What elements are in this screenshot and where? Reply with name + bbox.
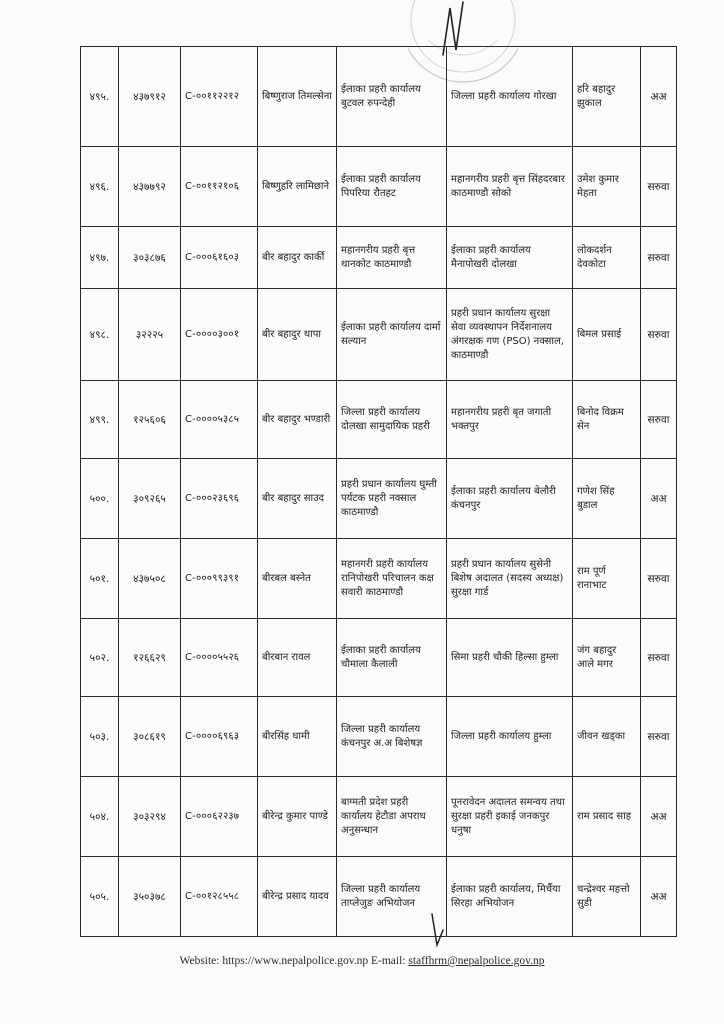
- serial-number-cell: ५०१.: [81, 539, 119, 619]
- table-row: [81, 777, 677, 857]
- table-row: [81, 147, 677, 227]
- current-office-cell: महानगरी प्रहरी कार्यालय रानिपोखरी परिचालन कक्ष सवारी काठमाण्डौ: [337, 539, 447, 619]
- code-cell: C-००००३००१: [181, 289, 258, 381]
- name-cell: बीरेन्द्र प्रसाद यादव: [258, 857, 337, 937]
- id-number-cell: ४३७९१२: [119, 47, 181, 147]
- id-number-cell: १२६६२९: [119, 619, 181, 697]
- recommender-cell: चन्द्रेश्वर महत्तो सुडी: [573, 857, 641, 937]
- current-office-cell: बाग्मती प्रदेश प्रहरी कार्यालय हेटौडा अपराध अनुसन्धान: [337, 777, 447, 857]
- status-cell: अअ: [641, 857, 677, 937]
- serial-number-cell: ४९६.: [81, 147, 119, 227]
- name-cell: बीरेन्द्र कुमार पाण्डे: [258, 777, 337, 857]
- new-office-cell: ईलाका प्रहरी कार्यालय मैनापोखरी दोलखा: [447, 227, 573, 289]
- current-office-cell: ईलाका प्रहरी कार्यालय दार्मा सल्यान: [337, 289, 447, 381]
- new-office-cell: प्रहरी प्रधान कार्यालय सुसेनी बिशेष अदालत (सदस्य अध्यक्ष) सुरक्षा गार्ड: [447, 539, 573, 619]
- code-cell: C-००००५५२६: [181, 619, 258, 697]
- new-office-cell: जिल्ला प्रहरी कार्यालय हुम्ला: [447, 697, 573, 777]
- status-cell: सरुवा: [641, 619, 677, 697]
- table-row: [81, 289, 677, 381]
- serial-number-cell: ४९७.: [81, 227, 119, 289]
- recommender-cell: जंग बहादुर आले मगर: [573, 619, 641, 697]
- recommender-cell: राम प्रसाद साह: [573, 777, 641, 857]
- status-cell: अअ: [641, 47, 677, 147]
- table-row: [81, 459, 677, 539]
- status-cell: सरुवा: [641, 147, 677, 227]
- new-office-cell: प्रहरी प्रधान कार्यालय सुरक्षा सेवा व्यवस्थापन निर्देशनालय अंगरक्षक गण (PSO) नक्साल, काठमाण्डौ: [447, 289, 573, 381]
- recommender-cell: उमेश कुमार मेहता: [573, 147, 641, 227]
- serial-number-cell: ५०२.: [81, 619, 119, 697]
- current-office-cell: प्रहरी प्रधान कार्यालय घुम्ती पर्यटक प्रहरी नक्साल काठमाण्डौ: [337, 459, 447, 539]
- serial-number-cell: ५०५.: [81, 857, 119, 937]
- status-cell: अअ: [641, 459, 677, 539]
- recommender-cell: बिमल प्रसाई: [573, 289, 641, 381]
- current-office-cell: ईलाका प्रहरी कार्यालय चौमाला कैलाली: [337, 619, 447, 697]
- page-footer: [0, 955, 724, 967]
- status-cell: सरुवा: [641, 381, 677, 459]
- name-cell: बीर बहादुर कार्की: [258, 227, 337, 289]
- new-office-cell: सिमा प्रहरी चौकी हिल्सा हुम्ला: [447, 619, 573, 697]
- email-link[interactable]: staffhrm@nepalpolice.gov.np: [408, 955, 545, 967]
- id-number-cell: ४३७५०८: [119, 539, 181, 619]
- table-body: [81, 47, 677, 937]
- name-cell: बिष्णुहरि लामिछाने: [258, 147, 337, 227]
- code-cell: C-०००६१६०३: [181, 227, 258, 289]
- code-cell: C-०००६२२३७: [181, 777, 258, 857]
- table-row: [81, 381, 677, 459]
- name-cell: बीर बहादुर भण्डारी: [258, 381, 337, 459]
- name-cell: बीरबान रावल: [258, 619, 337, 697]
- serial-number-cell: ४९९.: [81, 381, 119, 459]
- code-cell: C-००००६९६३: [181, 697, 258, 777]
- recommender-cell: हरि बहादुर झुकाल: [573, 47, 641, 147]
- table-row: [81, 619, 677, 697]
- status-cell: अअ: [641, 777, 677, 857]
- id-number-cell: ३०३८७६: [119, 227, 181, 289]
- table-row: [81, 697, 677, 777]
- code-cell: C-०००९९३९१: [181, 539, 258, 619]
- serial-number-cell: ५०३.: [81, 697, 119, 777]
- code-cell: C-००११२१०६: [181, 147, 258, 227]
- table-row: [81, 539, 677, 619]
- current-office-cell: जिल्ला प्रहरी कार्यालय कंचनपुर अ.अ बिशेषज्ञ: [337, 697, 447, 777]
- new-office-cell: पूनरावेदन अदालत समन्वय तथा सुरक्षा प्रहरी इकाई जनकपुर धनुषा: [447, 777, 573, 857]
- new-office-cell: ईलाका प्रहरी कार्यालय, मिर्चैया सिरहा अभियोजन: [447, 857, 573, 937]
- code-cell: C-०००२३६९६: [181, 459, 258, 539]
- new-office-cell: महानगरीय प्रहरी बृत्त सिंहदरबार काठमाण्डौ सोको: [447, 147, 573, 227]
- current-office-cell: ईलाका प्रहरी कार्यालय पिपरिया रौतहट: [337, 147, 447, 227]
- id-number-cell: ३२२२५: [119, 289, 181, 381]
- current-office-cell: महानगरीय प्रहरी बृत्त थानकोट काठमाण्डौ: [337, 227, 447, 289]
- recommender-cell: लोकदर्शन देवकोटा: [573, 227, 641, 289]
- transfer-table: [80, 46, 677, 937]
- id-number-cell: ३०३२९४: [119, 777, 181, 857]
- status-cell: सरुवा: [641, 227, 677, 289]
- current-office-cell: जिल्ला प्रहरी कार्यालय दोलखा सामुदायिक प्रहरी: [337, 381, 447, 459]
- email-label: E-mail:: [370, 955, 406, 967]
- table-row: [81, 227, 677, 289]
- id-number-cell: ३०९२६५: [119, 459, 181, 539]
- code-cell: C-००११२२१२: [181, 47, 258, 147]
- status-cell: सरुवा: [641, 289, 677, 381]
- name-cell: बीर बहादुर साउद: [258, 459, 337, 539]
- code-cell: C-००००५३८५: [181, 381, 258, 459]
- name-cell: बीरसिंह धामी: [258, 697, 337, 777]
- recommender-cell: बिनोद विक्रम सेन: [573, 381, 641, 459]
- signature-bottom: [428, 912, 450, 948]
- status-cell: सरुवा: [641, 697, 677, 777]
- id-number-cell: ३५०३७८: [119, 857, 181, 937]
- current-office-cell: ईलाका प्रहरी कार्यालय बुटवल रुपन्देही: [337, 47, 447, 147]
- new-office-cell: ईलाका प्रहरी कार्यालय बेलौरी कंचनपुर: [447, 459, 573, 539]
- new-office-cell: जिल्ला प्रहरी कार्यालय गोरखा: [447, 47, 573, 147]
- status-cell: सरुवा: [641, 539, 677, 619]
- name-cell: बीर बहादुर थापा: [258, 289, 337, 381]
- serial-number-cell: ५००.: [81, 459, 119, 539]
- table-row: [81, 857, 677, 937]
- id-number-cell: १२५६०६: [119, 381, 181, 459]
- serial-number-cell: ४९५.: [81, 47, 119, 147]
- id-number-cell: ३०८६१९: [119, 697, 181, 777]
- code-cell: C-००१२८५५८: [181, 857, 258, 937]
- new-office-cell: महानगरीय प्रहरी बृत जगाती भक्तपुर: [447, 381, 573, 459]
- recommender-cell: जीवन खड्का: [573, 697, 641, 777]
- name-cell: बिष्णुराज तिमल्सेना: [258, 47, 337, 147]
- recommender-cell: गणेश सिंह बुडाल: [573, 459, 641, 539]
- recommender-cell: राम पूर्ण रानाभाट: [573, 539, 641, 619]
- serial-number-cell: ५०४.: [81, 777, 119, 857]
- id-number-cell: ४३७७९२: [119, 147, 181, 227]
- current-office-cell: जिल्ला प्रहरी कार्यालय ताप्लेजुङ अभियोजन: [337, 857, 447, 937]
- table-row: [81, 47, 677, 147]
- name-cell: बीरबल बस्नेत: [258, 539, 337, 619]
- serial-number-cell: ४९८.: [81, 289, 119, 381]
- website-text: Website: https://www.nepalpolice.gov.np: [179, 955, 369, 967]
